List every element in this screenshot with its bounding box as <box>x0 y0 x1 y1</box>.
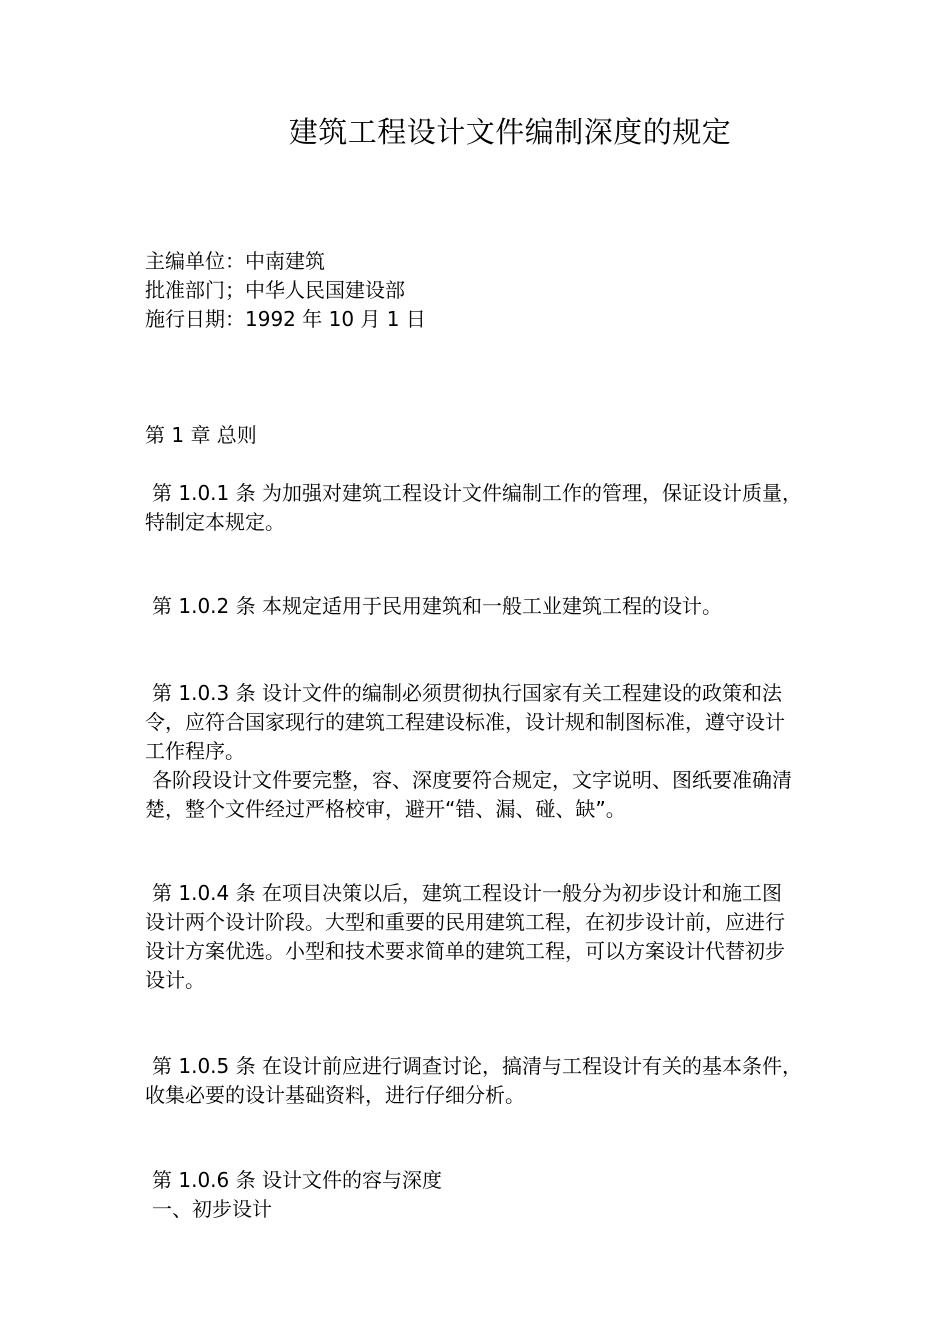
article-line: 楚，整个文件经过严格校审，避开“错、漏、碰、缺”。 <box>145 797 626 821</box>
article-line: 第 1.0.5 条 在设计前应进行调查讨论，搞清与工程设计有关的基本条件， <box>152 1054 802 1078</box>
document-title: 建筑工程设计文件编制深度的规定 <box>288 115 732 149</box>
article-line: 第 1.0.3 条 设计文件的编制必须贯彻执行国家有关工程建设的政策和法 <box>152 681 782 705</box>
article-1-0-3 <box>145 679 890 824</box>
article-1-0-1 <box>145 479 890 537</box>
article-line: 设计。 <box>145 968 205 992</box>
article-line: 第 1.0.6 条 设计文件的容与深度 <box>152 1168 442 1192</box>
article-line: 令，应符合国家现行的建筑工程建设标准，设计规和制图标准，遵守设计 <box>145 710 785 734</box>
meta-approver: 批准部门；中华人民国建设部 <box>145 278 405 302</box>
document-meta <box>145 247 890 334</box>
chapter-heading <box>145 421 890 450</box>
article-line: 设计方案优选。小型和技术要求简单的建筑工程，可以方案设计代替初步 <box>145 939 785 963</box>
article-line: 特制定本规定。 <box>145 510 285 534</box>
article-line: 第 1.0.1 条 为加强对建筑工程设计文件编制工作的管理，保证设计质量， <box>152 481 802 505</box>
meta-effective-date: 施行日期：1992 年 10 月 1 日 <box>145 307 426 331</box>
article-line: 第 1.0.4 条 在项目决策以后，建筑工程设计一般分为初步设计和施工图 <box>152 881 782 905</box>
article-1-0-5 <box>145 1052 890 1110</box>
article-line: 第 1.0.2 条 本规定适用于民用建筑和一般工业建筑工程的设计。 <box>152 594 722 618</box>
chapter-heading-text: 第 1 章 总则 <box>145 423 257 447</box>
article-line: 收集必要的设计基础资料，进行仔细分析。 <box>145 1083 525 1107</box>
article-1-0-2 <box>145 592 890 621</box>
article-1-0-6 <box>145 1166 890 1224</box>
article-1-0-4 <box>145 879 890 995</box>
meta-editor: 主编单位：中南建筑 <box>145 249 325 273</box>
article-line: 设计两个设计阶段。大型和重要的民用建筑工程，在初步设计前，应进行 <box>145 910 785 934</box>
article-line: 工作程序。 <box>145 739 245 763</box>
article-line: 各阶段设计文件要完整，容、深度要符合规定，文字说明、图纸要准确清 <box>152 768 792 792</box>
article-line: 一、初步设计 <box>152 1197 272 1221</box>
